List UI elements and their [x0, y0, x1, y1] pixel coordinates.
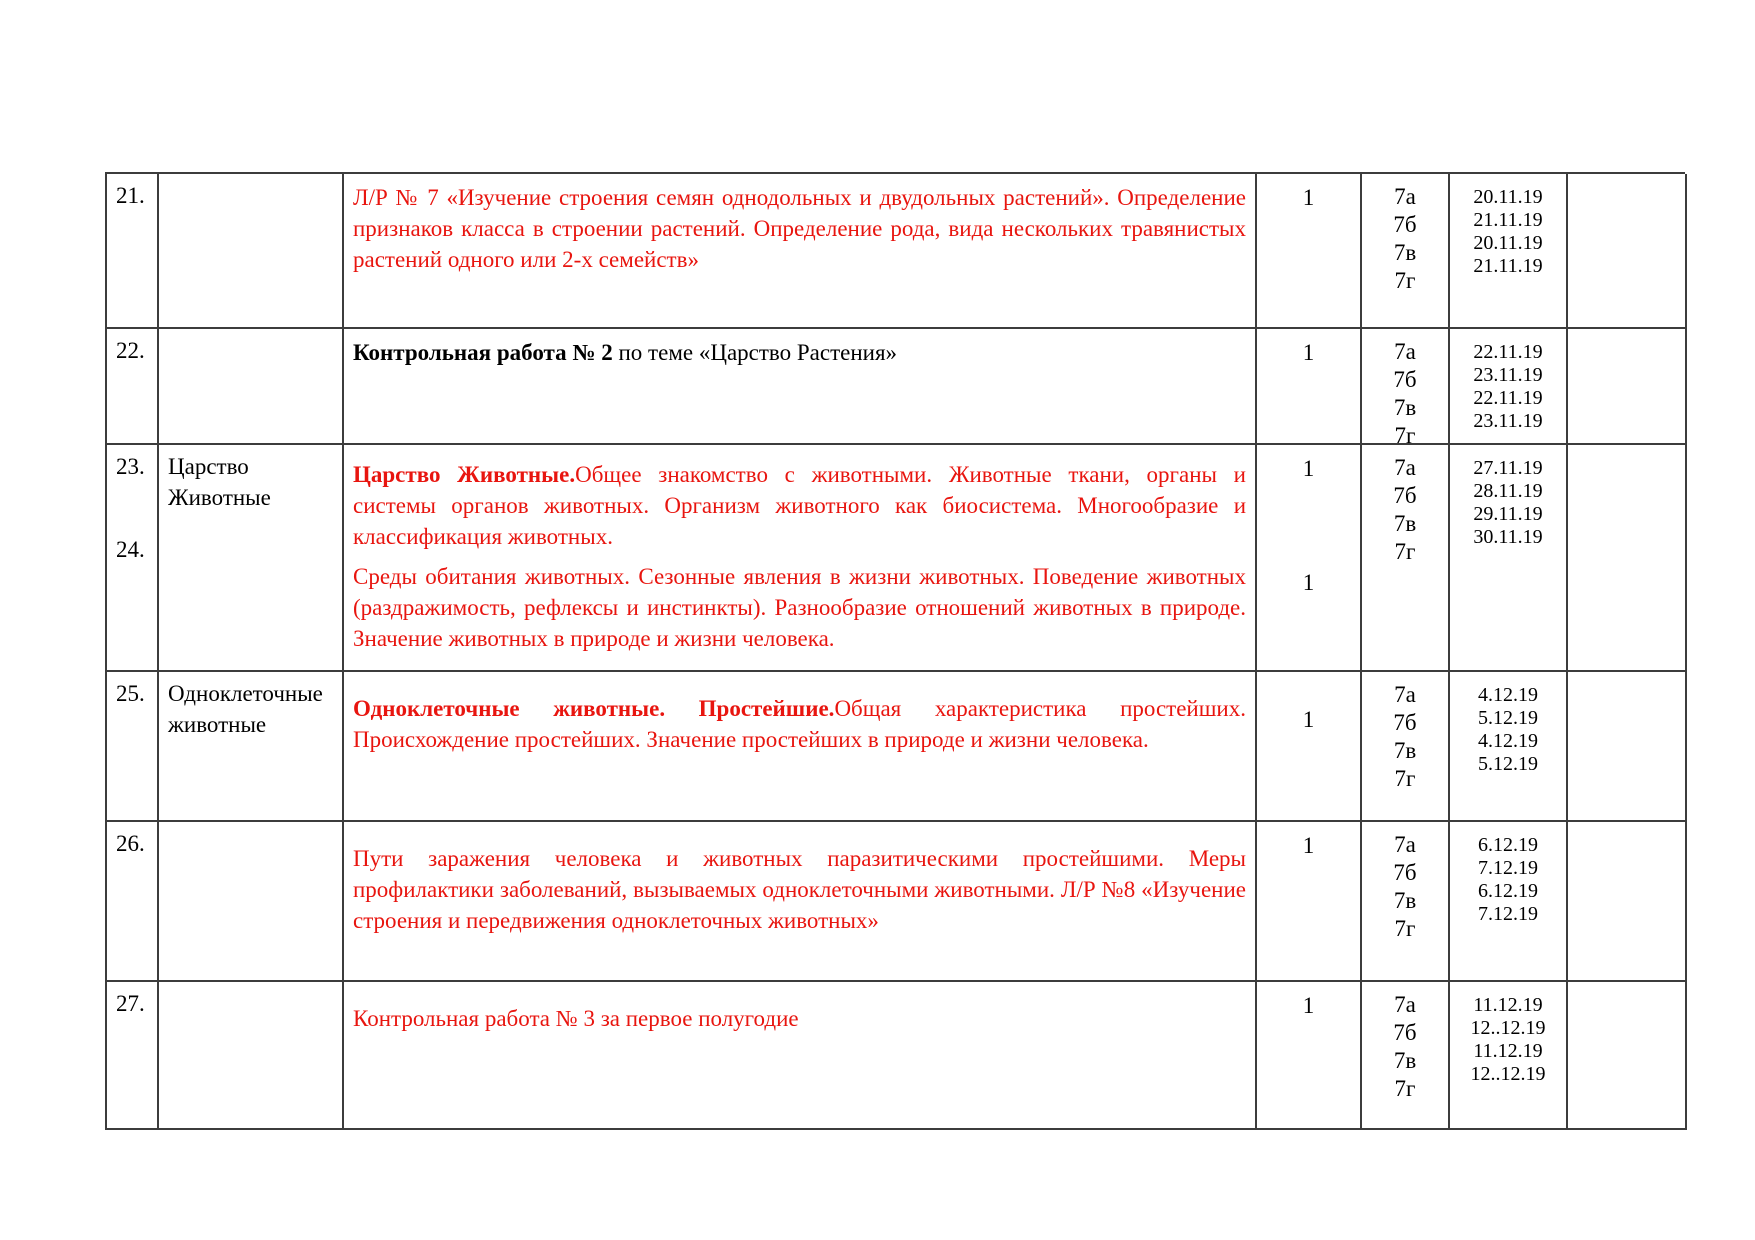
date-value: 6.12.19 — [1478, 834, 1538, 856]
date-value: 30.11.19 — [1473, 526, 1543, 548]
section-cell — [159, 329, 344, 445]
class-label: 7б — [1393, 367, 1417, 392]
hours-value: 1 — [1302, 570, 1315, 595]
topic-paragraph: Среды обитания животных. Сезонные явления в жизни животных. Поведение животных (раздражимость, рефлексы и инстинкты). Разнообразие отношений животных в природе. Значение животных в природе и жизни человека. — [353, 564, 1246, 651]
class-label: 7а — [1394, 682, 1416, 707]
class-label: 7а — [1394, 339, 1416, 364]
class-label: 7г — [1394, 1076, 1416, 1101]
classes-cell — [1362, 822, 1450, 982]
lesson-number-cell — [107, 174, 159, 329]
classes-cell — [1362, 329, 1450, 445]
class-label: 7а — [1394, 455, 1416, 480]
hours-cell — [1257, 329, 1362, 445]
lesson-number: 27. — [116, 991, 145, 1016]
hours-cell — [1257, 982, 1362, 1130]
topic-paragraph: Контрольная работа № 3 за первое полугодие — [353, 1006, 799, 1031]
dates-cell — [1450, 329, 1568, 445]
class-label: 7в — [1393, 395, 1417, 420]
dates-cell — [1450, 822, 1568, 982]
hours-value: 1 — [1302, 185, 1315, 210]
class-label: 7г — [1394, 539, 1416, 564]
notes-cell — [1568, 672, 1687, 822]
hours-value: 1 — [1302, 833, 1315, 858]
date-value: 12..12.19 — [1470, 1063, 1546, 1085]
section-cell — [159, 982, 344, 1130]
lesson-number: 23. — [116, 454, 145, 479]
date-value: 23.11.19 — [1473, 410, 1543, 432]
topic-cell — [344, 445, 1257, 672]
class-label: 7г — [1394, 766, 1416, 791]
topic-cell — [344, 672, 1257, 822]
class-label: 7а — [1394, 992, 1416, 1017]
hours-value: 1 — [1302, 993, 1315, 1018]
date-value: 5.12.19 — [1478, 707, 1538, 729]
dates-cell — [1450, 982, 1568, 1130]
lesson-number-cell — [107, 672, 159, 822]
date-value: 12..12.19 — [1470, 1017, 1546, 1039]
topic-paragraph: Л/Р № 7 «Изучение строения семян однодольных и двудольных растений». Определение признаков класса в строении растений. Определение рода, вида нескольких травянистых растений одного или 2-х семейств» — [353, 185, 1246, 272]
hours-value: 1 — [1302, 707, 1315, 732]
dates-cell — [1450, 672, 1568, 822]
date-value: 28.11.19 — [1473, 480, 1543, 502]
hours-value: 1 — [1302, 340, 1315, 365]
hours-cell — [1257, 672, 1362, 822]
dates-cell — [1450, 445, 1568, 672]
notes-cell — [1568, 982, 1687, 1130]
date-value: 5.12.19 — [1478, 753, 1538, 775]
date-value: 20.11.19 — [1473, 232, 1543, 254]
topic-cell — [344, 982, 1257, 1130]
date-value: 21.11.19 — [1473, 255, 1543, 277]
class-label: 7в — [1393, 1048, 1417, 1073]
date-value: 11.12.19 — [1473, 1040, 1543, 1062]
lesson-number: 21. — [116, 183, 145, 208]
table-row — [107, 822, 1685, 982]
topic-cell — [344, 329, 1257, 445]
table-row — [107, 174, 1685, 329]
notes-cell — [1568, 822, 1687, 982]
class-label: 7б — [1393, 483, 1417, 508]
classes-cell — [1362, 445, 1450, 672]
topic-paragraph: Пути заражения человека и животных паразитическими простейшими. Меры профилактики заболеваний, вызываемых одноклеточными животными. Л/Р №8 «Изучение строения и передвижения одноклеточных животных» — [353, 846, 1246, 933]
date-value: 7.12.19 — [1478, 857, 1538, 879]
class-label: 7г — [1394, 916, 1416, 941]
topic-cell — [344, 822, 1257, 982]
date-value: 4.12.19 — [1478, 730, 1538, 752]
table-row — [107, 445, 1685, 672]
dates-cell — [1450, 174, 1568, 329]
topic-paragraph: Царство Животные.Общее знакомство с животными. Животные ткани, органы и системы органов животных. Организм животного как биосистема. Многообразие и классификация животных. — [353, 462, 1246, 549]
section-cell — [159, 822, 344, 982]
lesson-number-cell — [107, 822, 159, 982]
class-label: 7г — [1394, 423, 1416, 445]
class-label: 7б — [1393, 1020, 1417, 1045]
class-label: 7в — [1393, 511, 1417, 536]
hours-cell — [1257, 174, 1362, 329]
class-label: 7в — [1393, 240, 1417, 265]
date-value: 29.11.19 — [1473, 503, 1543, 525]
section-cell: Царство Животные — [159, 445, 344, 672]
date-value: 11.12.19 — [1473, 994, 1543, 1016]
lesson-number-cell — [107, 982, 159, 1130]
notes-cell — [1568, 445, 1687, 672]
classes-cell — [1362, 672, 1450, 822]
lesson-number: 26. — [116, 831, 145, 856]
date-value: 20.11.19 — [1473, 186, 1543, 208]
hours-cell — [1257, 822, 1362, 982]
topic-paragraph: Одноклеточные животные. Простейшие.Общая характеристика простейших. Происхождение простейших. Значение простейших в природе и жизни человека. — [353, 696, 1246, 752]
table-row — [107, 329, 1685, 445]
class-label: 7б — [1393, 710, 1417, 735]
notes-cell — [1568, 174, 1687, 329]
hours-value: 1 — [1302, 456, 1315, 481]
class-label: 7б — [1393, 212, 1417, 237]
table-row — [107, 672, 1685, 822]
table-row — [107, 982, 1685, 1130]
date-value: 23.11.19 — [1473, 364, 1543, 386]
topic-cell — [344, 174, 1257, 329]
lesson-number-cell — [107, 445, 159, 672]
date-value: 22.11.19 — [1473, 387, 1543, 409]
section-cell: Одноклеточные животные — [159, 672, 344, 822]
class-label: 7г — [1394, 268, 1416, 293]
class-label: 7а — [1394, 184, 1416, 209]
topic-paragraph: Контрольная работа № 2 по теме «Царство Растения» — [353, 340, 898, 365]
class-label: 7в — [1393, 738, 1417, 763]
curriculum-table — [105, 172, 1685, 1130]
class-label: 7а — [1394, 832, 1416, 857]
section-cell — [159, 174, 344, 329]
notes-cell — [1568, 329, 1687, 445]
date-value: 21.11.19 — [1473, 209, 1543, 231]
lesson-number-cell — [107, 329, 159, 445]
lesson-number: 24. — [116, 537, 145, 562]
classes-cell — [1362, 174, 1450, 329]
date-value: 22.11.19 — [1473, 341, 1543, 363]
class-label: 7б — [1393, 860, 1417, 885]
classes-cell — [1362, 982, 1450, 1130]
lesson-number: 22. — [116, 338, 145, 363]
date-value: 27.11.19 — [1473, 457, 1543, 479]
date-value: 4.12.19 — [1478, 684, 1538, 706]
date-value: 6.12.19 — [1478, 880, 1538, 902]
hours-cell — [1257, 445, 1362, 672]
date-value: 7.12.19 — [1478, 903, 1538, 925]
class-label: 7в — [1393, 888, 1417, 913]
lesson-number: 25. — [116, 681, 145, 706]
